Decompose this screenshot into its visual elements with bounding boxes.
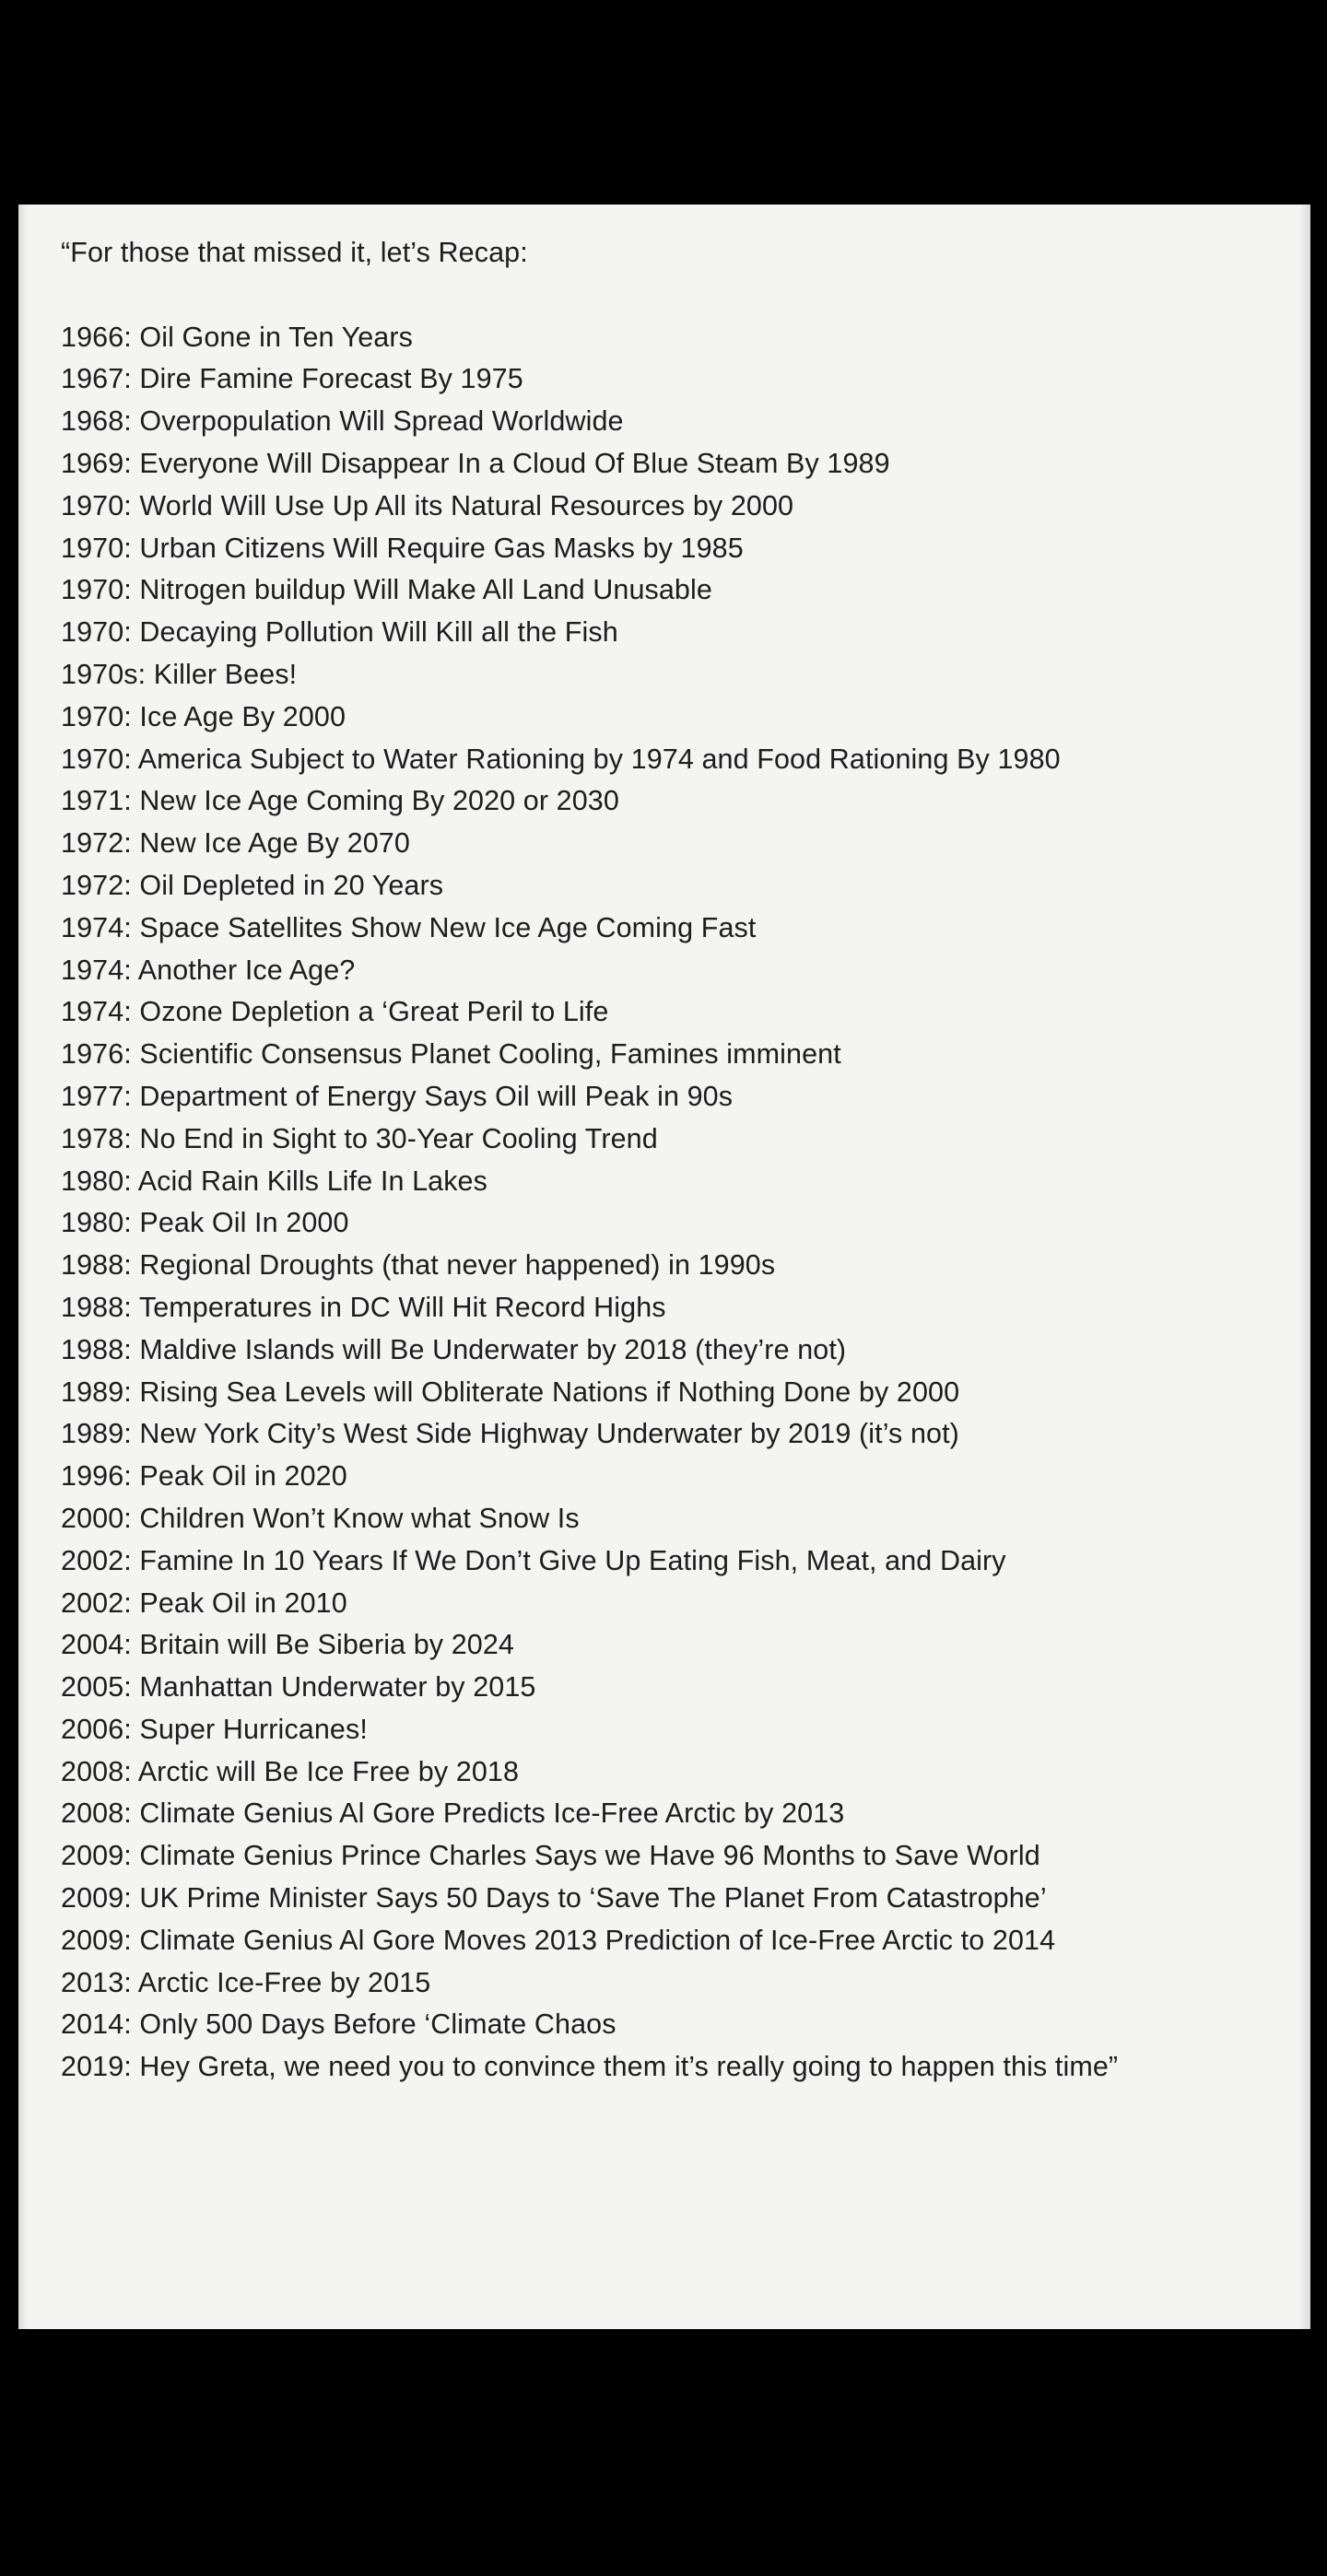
prediction-line: 1996: Peak Oil in 2020 — [61, 1460, 347, 1493]
prediction-line: 2009: UK Prime Minister Says 50 Days to ‘Save The Planet From Catastrophe’ — [61, 1882, 1047, 1914]
prediction-line: 1971: New Ice Age Coming By 2020 or 2030 — [61, 785, 619, 817]
prediction-line: 1970: Urban Citizens Will Require Gas Masks by 1985 — [61, 532, 744, 564]
prediction-line: 2014: Only 500 Days Before ‘Climate Chaos — [61, 2008, 617, 2041]
top-letterbox-band — [0, 0, 1327, 205]
prediction-line: 1974: Space Satellites Show New Ice Age Coming Fast — [61, 911, 757, 943]
prediction-line: 2008: Arctic will Be Ice Free by 2018 — [61, 1755, 520, 1787]
prediction-line: 2013: Arctic Ice-Free by 2015 — [61, 1966, 431, 1998]
prediction-line: 1974: Another Ice Age? — [61, 954, 356, 986]
prediction-line: 1972: New Ice Age By 2070 — [61, 827, 410, 860]
prediction-line: 2006: Super Hurricanes! — [61, 1713, 368, 1745]
prediction-line: 1969: Everyone Will Disappear In a Cloud Of Blue Steam By 1989 — [61, 447, 890, 479]
prediction-line: 1972: Oil Depleted in 20 Years — [61, 869, 444, 901]
left-letterbox-band — [0, 0, 18, 2576]
prediction-line: 1978: No End in Sight to 30-Year Cooling Trend — [61, 1122, 658, 1154]
prediction-line: 1970: America Subject to Water Rationing by 1974 and Food Rationing By 1980 — [61, 743, 1061, 775]
document-body — [18, 205, 1310, 2329]
prediction-line: 1970: Decaying Pollution Will Kill all the Fish — [61, 616, 618, 649]
prediction-line: 1970s: Killer Bees! — [61, 658, 298, 690]
prediction-line: 1970: Nitrogen buildup Will Make All Land Unusable — [61, 574, 712, 606]
prediction-line: 1966: Oil Gone in Ten Years — [61, 321, 413, 353]
prediction-line: 2009: Climate Genius Prince Charles Says we Have 96 Months to Save World — [61, 1840, 1040, 1872]
prediction-line: 1977: Department of Energy Says Oil will Peak in 90s — [61, 1080, 734, 1112]
prediction-line: 2008: Climate Genius Al Gore Predicts Ice-Free Arctic by 2013 — [61, 1797, 845, 1830]
prediction-list — [61, 317, 1268, 2089]
prediction-line: 1988: Temperatures in DC Will Hit Record Highs — [61, 1291, 666, 1323]
prediction-line: 1988: Maldive Islands will Be Underwater by 2018 (they’re not) — [61, 1333, 847, 1365]
prediction-line: 1970: World Will Use Up All its Natural Resources by 2000 — [61, 489, 794, 521]
prediction-line: 1988: Regional Droughts (that never happened) in 1990s — [61, 1249, 776, 1282]
prediction-line: 1989: New York City’s West Side Highway Underwater by 2019 (it’s not) — [61, 1418, 959, 1450]
prediction-line: 1970: Ice Age By 2000 — [61, 700, 346, 732]
prediction-line: 2004: Britain will Be Siberia by 2024 — [61, 1629, 514, 1661]
prediction-line: 2009: Climate Genius Al Gore Moves 2013 Prediction of Ice-Free Arctic to 2014 — [61, 1924, 1056, 1956]
prediction-line: 1980: Peak Oil In 2000 — [61, 1207, 349, 1239]
bottom-letterbox-band — [0, 2329, 1327, 2576]
prediction-line: 2005: Manhattan Underwater by 2015 — [61, 1671, 536, 1704]
prediction-line: 2019: Hey Greta, we need you to convince them it’s really going to happen this time” — [61, 2051, 1119, 2083]
prediction-line: 1980: Acid Rain Kills Life In Lakes — [61, 1165, 487, 1197]
prediction-line: 1968: Overpopulation Will Spread Worldwide — [61, 405, 624, 438]
prediction-line: 2002: Peak Oil in 2010 — [61, 1587, 347, 1619]
prediction-line: 1967: Dire Famine Forecast By 1975 — [61, 363, 523, 395]
right-letterbox-band — [1310, 0, 1327, 2576]
paragraph-spacer — [61, 275, 1268, 317]
prediction-line: 1974: Ozone Depletion a ‘Great Peril to Life — [61, 996, 609, 1028]
prediction-line: 2002: Famine In 10 Years If We Don’t Give Up Eating Fish, Meat, and Dairy — [61, 1544, 1006, 1576]
prediction-line: 1989: Rising Sea Levels will Obliterate Nations if Nothing Done by 2000 — [61, 1376, 960, 1408]
prediction-line: 1976: Scientific Consensus Planet Cooling, Famines imminent — [61, 1038, 841, 1071]
prediction-line: 2000: Children Won’t Know what Snow Is — [61, 1502, 580, 1534]
opening-line: “For those that missed it, let’s Recap: — [61, 237, 528, 268]
document-page — [18, 205, 1310, 2329]
